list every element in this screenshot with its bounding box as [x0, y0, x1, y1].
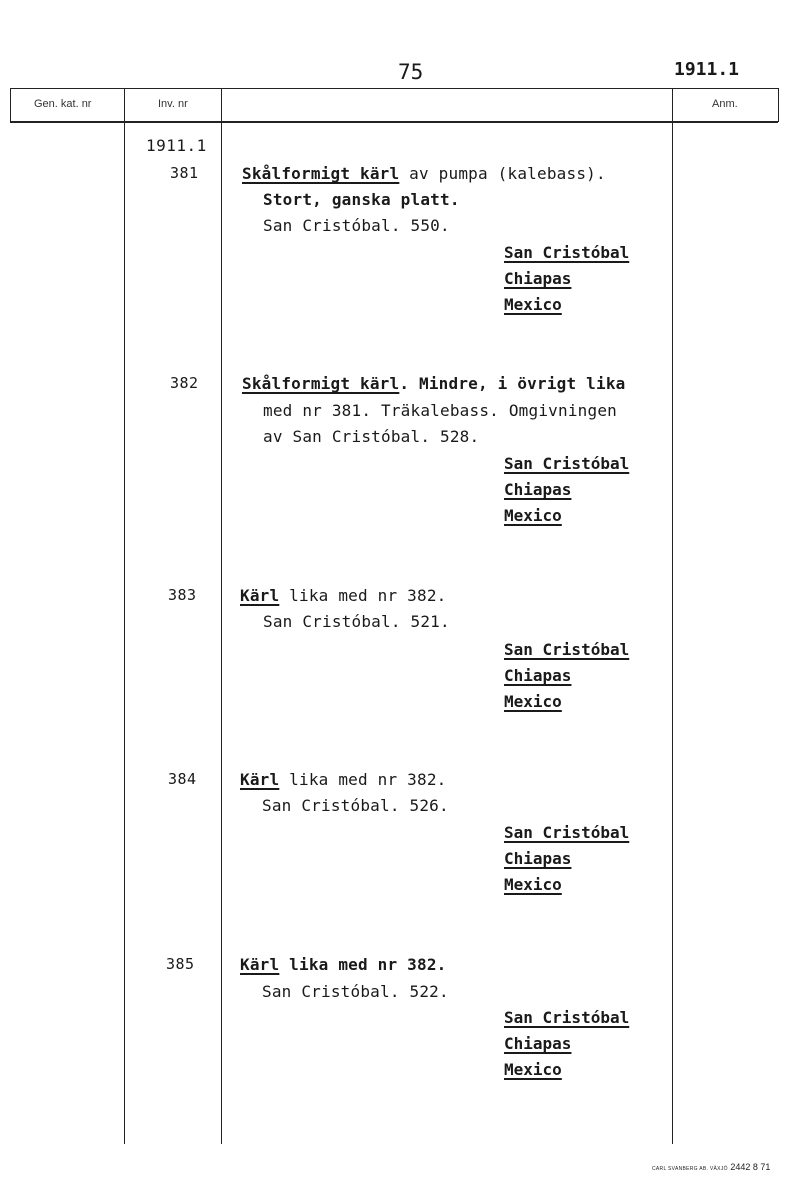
entry-line-2: San Cristóbal. 522. — [262, 982, 449, 1001]
entry-line-1 — [242, 374, 625, 393]
entry-title: Skålformigt kärl — [242, 164, 400, 183]
entry-line-1-rest: lika med nr 382. — [279, 586, 447, 605]
entry-line-1-rest: lika med nr 382. — [279, 770, 447, 789]
column-divider-gen — [124, 88, 125, 1144]
entry-line-3: av San Cristóbal. 528. — [263, 427, 480, 446]
inventory-number: 385 — [166, 955, 195, 973]
header-top-rule — [10, 88, 778, 89]
location-country: Mexico — [504, 692, 562, 711]
location-state: Chiapas — [504, 480, 572, 499]
entry-title: Skålformigt kärl — [242, 374, 400, 393]
entry-line-1 — [242, 164, 606, 183]
series-label: 1911.1 — [146, 136, 207, 155]
location-country: Mexico — [504, 295, 562, 314]
column-header-anm: Anm. — [712, 98, 738, 110]
location-place: San Cristóbal — [504, 823, 630, 842]
entry-line-1 — [240, 586, 447, 605]
entry-line-2: San Cristóbal. 526. — [262, 796, 449, 815]
entry-line-1-rest: av pumpa (kalebass). — [399, 164, 606, 183]
entry-line-1-rest: lika med nr 382. — [279, 955, 447, 974]
location-place: San Cristóbal — [504, 243, 630, 262]
column-divider-inv — [221, 88, 222, 1144]
page-reference: 1911.1 — [674, 59, 740, 80]
entry-line-3: San Cristóbal. 550. — [263, 216, 450, 235]
column-header-gen-kat-nr: Gen. kat. nr — [34, 98, 92, 110]
page-number: 75 — [398, 60, 424, 84]
location-place: San Cristóbal — [504, 454, 630, 473]
column-divider-left — [10, 88, 11, 122]
entry-title: Kärl — [240, 770, 280, 789]
location-country: Mexico — [504, 506, 562, 525]
entry-line-2: San Cristóbal. 521. — [263, 612, 450, 631]
inventory-number: 384 — [168, 770, 197, 788]
header-bottom-rule — [10, 121, 778, 123]
inventory-number: 382 — [170, 374, 199, 392]
column-header-inv-nr: Inv. nr — [158, 98, 188, 110]
entry-title: Kärl — [240, 586, 280, 605]
entry-line-1 — [240, 770, 447, 789]
location-place: San Cristóbal — [504, 1008, 630, 1027]
entry-line-1-rest: . Mindre, i övrigt lika — [399, 374, 626, 393]
column-divider-right — [778, 88, 779, 122]
inventory-number: 381 — [170, 164, 199, 182]
entry-title: Kärl — [240, 955, 280, 974]
entry-line-2: med nr 381. Träkalebass. Omgivningen — [263, 401, 617, 420]
location-state: Chiapas — [504, 666, 572, 685]
inventory-number: 383 — [168, 586, 197, 604]
location-state: Chiapas — [504, 849, 572, 868]
location-state: Chiapas — [504, 1034, 572, 1053]
printer-imprint — [652, 1162, 770, 1172]
location-place: San Cristóbal — [504, 640, 630, 659]
printer-name: CARL SVANBERG AB. VÄXJÖ — [652, 1166, 728, 1172]
column-divider-anm — [672, 88, 673, 1144]
location-state: Chiapas — [504, 269, 572, 288]
entry-line-2: Stort, ganska platt. — [263, 190, 460, 209]
location-country: Mexico — [504, 875, 562, 894]
location-country: Mexico — [504, 1060, 562, 1079]
entry-line-1 — [240, 955, 447, 974]
printer-code: 2442 8 71 — [730, 1162, 771, 1172]
